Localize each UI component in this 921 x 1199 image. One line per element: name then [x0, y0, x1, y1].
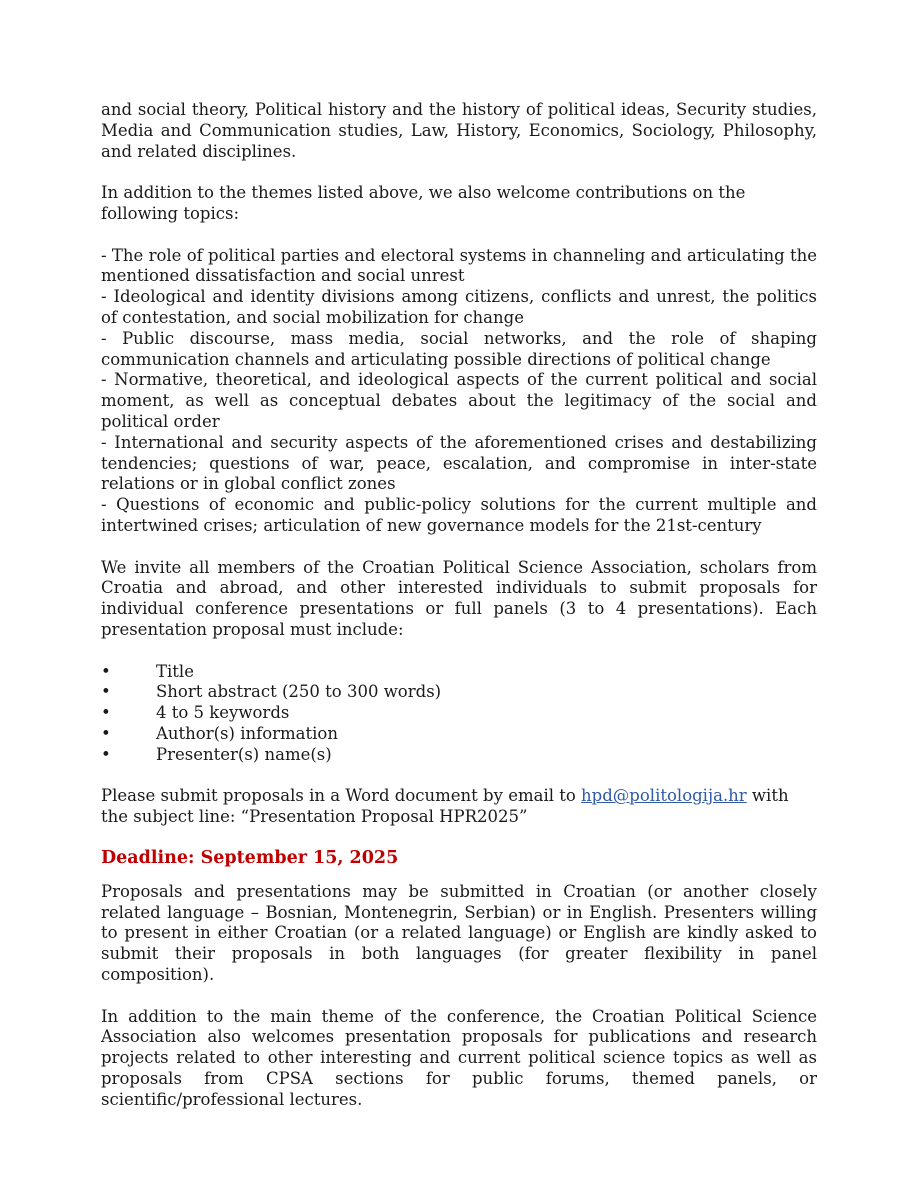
requirement-text: 4 to 5 keywords: [156, 703, 290, 723]
requirement-text: Presenter(s) name(s): [156, 744, 332, 764]
requirement-item: [101, 724, 817, 745]
intro-paragraph: and social theory, Political history and the history of political ideas, Security studies, Media and Communication studies, Law, History, Economics, Sociology, Philosophy, and related disciplines.: [101, 100, 817, 161]
paragraph-spacer: [101, 766, 817, 787]
requirement-text: Title: [156, 661, 194, 681]
paragraph-spacer: [101, 641, 817, 662]
requirement-text: Author(s) information: [156, 723, 338, 743]
requirements-list: [101, 662, 817, 766]
paragraph-spacer: [101, 986, 817, 1007]
bullet-icon: •: [101, 703, 111, 723]
paragraph-spacer: [101, 537, 817, 558]
paragraph-spacer: [101, 225, 817, 246]
languages-paragraph: Proposals and presentations may be submitted in Croatian (or another closely related language – Bosnian, Montenegrin, Serbian) or in English. Presenters willing to present in either Croatian (or a related language) or English are kindly asked to submit their proposals in both languages (for greater flexibility in panel composition).: [101, 881, 817, 985]
requirement-item: [101, 745, 817, 766]
requirement-item: [101, 682, 817, 703]
requirement-item: [101, 662, 817, 683]
topics-intro-paragraph: In addition to the themes listed above, we also welcome contributions on the following topics:: [101, 183, 746, 223]
topic-item: - Questions of economic and public-policy solutions for the current multiple and intertwined crises; articulation of new governance models for the 21st-century: [101, 495, 817, 535]
bullet-icon: •: [101, 661, 111, 681]
submission-text-before: Please submit proposals in a Word document by email to: [101, 786, 582, 806]
submission-paragraph: [101, 786, 817, 828]
additional-paragraph: In addition to the main theme of the conference, the Croatian Political Science Association also welcomes presentation proposals for publications and research projects related to other interesting and current political science topics as well as proposals from CPSA sections for public forums, themed panels, or scientific/professional lectures.: [101, 1006, 817, 1109]
topic-item: - The role of political parties and electoral systems in channeling and articulating the mentioned dissatisfaction and social unrest: [101, 245, 817, 286]
requirement-text: Short abstract (250 to 300 words): [156, 682, 442, 702]
topics-list: [101, 246, 817, 537]
paragraph-spacer: [101, 828, 817, 840]
email-link[interactable]: hpd@politologija.hr: [581, 786, 747, 806]
bullet-icon: •: [101, 744, 111, 764]
submission-text-after: with the subject line: “Presentation Proposal HPR2025”: [101, 786, 789, 827]
topic-item: - Normative, theoretical, and ideological aspects of the current political and social moment, as well as conceptual debates about the legitimacy of the social and political order: [101, 370, 817, 431]
topic-item: - Public discourse, mass media, social networks, and the role of shaping communication channels and articulating possible directions of political change: [101, 328, 817, 369]
topic-item: - International and security aspects of the aforementioned crises and destabilizing tendencies; questions of war, peace, escalation, and compromise in inter-state relations or in global conflict zones: [101, 432, 817, 494]
paragraph-spacer: [101, 870, 817, 882]
topic-item: - Ideological and identity divisions among citizens, conflicts and unrest, the politics of contestation, and social mobilization for change: [101, 287, 817, 327]
invitation-paragraph: We invite all members of the Croatian Political Science Association, scholars from Croatia and abroad, and other interested individuals to submit proposals for individual conference presentations or full panels (3 to 4 presentations). Each presentation proposal must include:: [101, 557, 817, 639]
bullet-icon: •: [101, 682, 111, 702]
deadline-heading: Deadline: September 15, 2025: [101, 847, 399, 868]
paragraph-spacer: [101, 162, 817, 183]
requirement-item: [101, 703, 817, 724]
document-page: [101, 100, 817, 1111]
bullet-icon: •: [101, 723, 111, 743]
